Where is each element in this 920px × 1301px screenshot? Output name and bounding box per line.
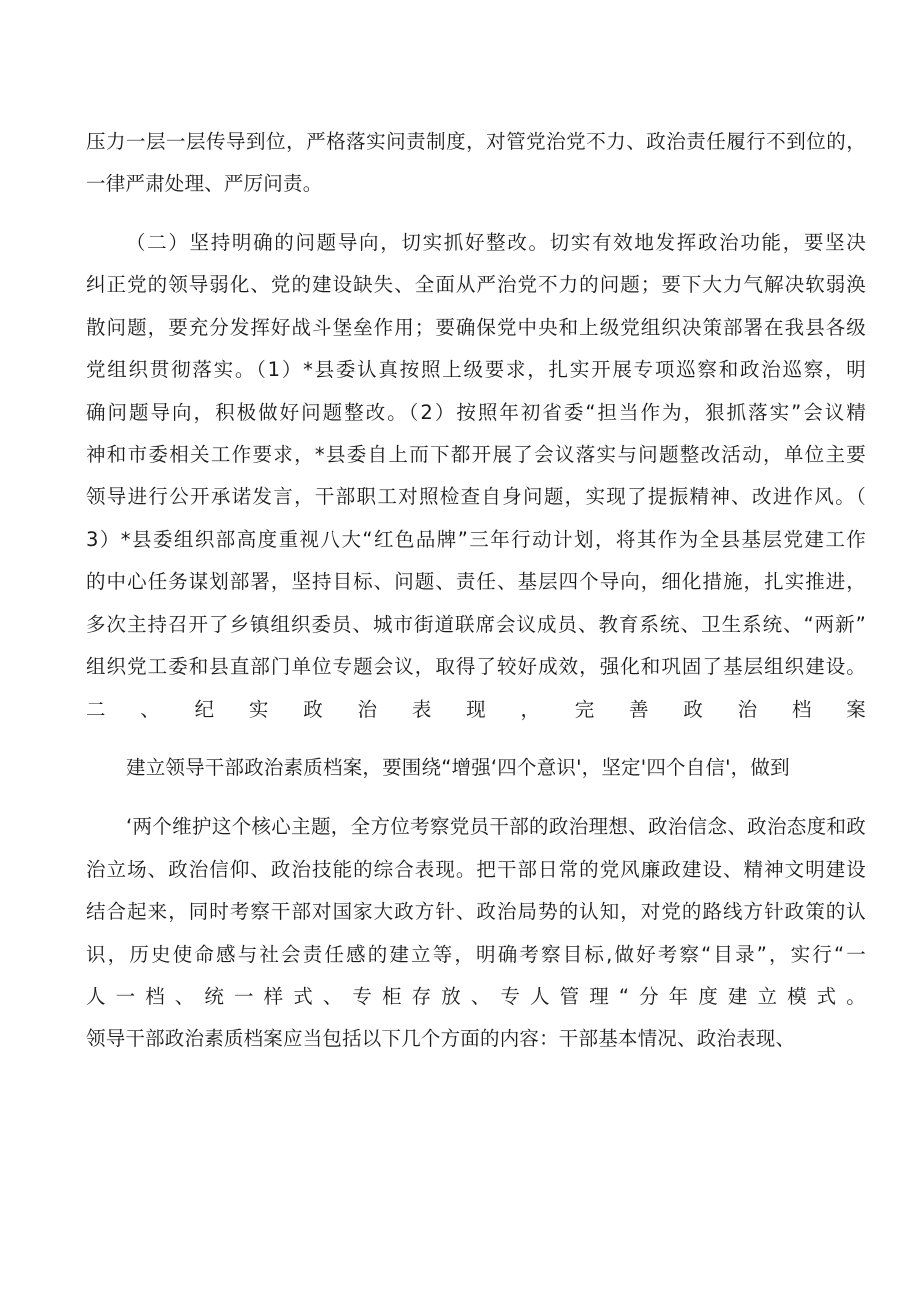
text-line: 确问题导向，积极做好问题整改。（2）按照年初省委“担当作为，狠抓落实”会议精	[86, 401, 866, 424]
text-line: 领导干部政治素质档案应当包括以下几个方面的内容：干部基本情况、政治表现、	[86, 1027, 796, 1050]
paragraph-heading: （二）坚持明确的问题导向，切实抓好整改。切实有效地发挥政治功能，要坚决	[126, 231, 866, 254]
text-line: 压力一层一层传导到位，严格落实问责制度，对管党治党不力、政治责任履行不到位的，	[86, 130, 866, 153]
text-line: 的中心任务谋划部署，坚持目标、问题、责任、基层四个导向，细化措施，扎实推进，	[86, 570, 866, 593]
text-line: 识，历史使命感与社会责任感的建立等，明确考察目标,做好考察“目录”，实行“一	[86, 943, 866, 966]
text-line: 一律严肃处理、严厉问责。	[86, 172, 323, 195]
text-line: 领导进行公开承诺发言，干部职工对照检查自身问题，实现了提振精神、改进作风。（	[86, 485, 866, 508]
text-line: 党组织贯彻落实。（1）*县委认真按照上级要求，扎实开展专项巡察和政治巡察，明	[86, 358, 866, 381]
section-heading: 建立领导干部政治素质档案，要围绕“增强‘四个意识'，坚定'四个自信'，做到	[126, 756, 790, 779]
text-line: 纠正党的领导弱化、党的建设缺失、全面从严治党不力的问题；要下大力气解决软弱涣	[86, 273, 866, 296]
text-line: 二、纪实政治表现，完善政治档案	[86, 698, 866, 721]
text-line: 多次主持召开了乡镇组织委员、城市街道联席会议成员、教育系统、卫生系统、“两新”	[86, 613, 866, 636]
text-line: 散问题，要充分发挥好战斗堡垒作用；要确保党中央和上级党组织决策部署在我县各级	[86, 316, 866, 339]
text-line: 人一档、统一样式、专柜存放、专人管理“分年度建立模式。	[86, 985, 866, 1008]
text-line: 治立场、政治信仰、政治技能的综合表现。把干部日常的党风廉政建设、精神文明建设	[86, 858, 866, 881]
paragraph-first-line: ‘两个维护这个核心主题，全方位考察党员干部的政治理想、政治信念、政治态度和政	[126, 815, 866, 838]
text-line: 3）*县委组织部高度重视八大“红色品牌”三年行动计划，将其作为全县基层党建工作	[86, 528, 866, 551]
text-line: 结合起来，同时考察干部对国家大政方针、政治局势的认知，对党的路线方针政策的认	[86, 900, 866, 923]
text-line: 组织党工委和县直部门单位专题会议，取得了较好成效，强化和巩固了基层组织建设。	[86, 655, 866, 678]
text-line: 神和市委相关工作要求，*县委自上而下都开展了会议落实与问题整改活动，单位主要	[86, 443, 866, 466]
